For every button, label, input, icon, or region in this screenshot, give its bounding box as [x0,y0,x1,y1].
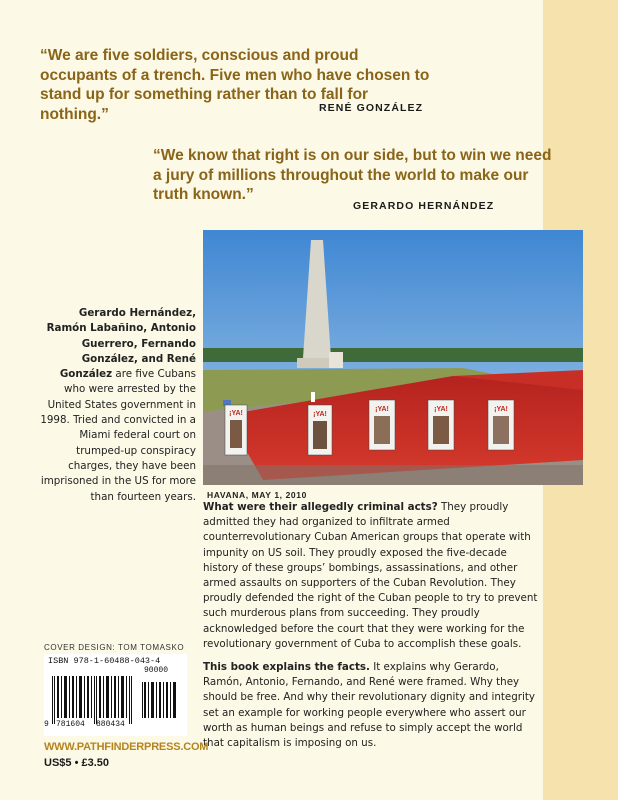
barcode-digits-right: 880434 [96,720,125,729]
svg-text:¡YA!: ¡YA! [313,411,327,418]
quote-gerardo: “We know that right is on our side, but to win we need a jury of millions throughout the world to make our truth known.” [153,147,552,203]
quote-rene: “We are five soldiers, conscious and proud occupants of a trench. Five men who have chosen to stand up for something rather than to fall for nothing.” [40,47,430,123]
svg-text:¡YA!: ¡YA! [494,406,508,413]
svg-text:¡YA!: ¡YA! [375,406,389,413]
body-paragraph-1-text: They proudly admitted they had organized to infiltrate armed counterrevolutionary Cuban American groups that operate with impunity on US soil. They proudly exposed the five-decade history of these groups’ bombings, assassinations, and other armed assaults on supporters of the Cuban Revolution. They proudly defended the right of the Cuban people to try to prevent such murderous plans from succeeding. They proudly acknowledged before the court that they were working for the revolutionary government of Cuba to accomplish these goals. [203,501,538,650]
isbn-number: ISBN 978-1-60488-043-4 [48,656,161,666]
bio-paragraph [40,306,196,505]
bio-text: are five Cubans who were arrested by the United States government in 1998. Tried and convicted in a Miami federal court on trumped-up conspiracy charges, they have been imprisoned in the US for more than fourteen years. [40,368,196,503]
placard-1 [225,405,247,455]
price: US$5 • £3.50 [44,757,110,769]
placard-4 [428,400,454,450]
barcode-digit-first: 9 [44,720,49,729]
cover-design-credit: COVER DESIGN: TOM TOMASKO [44,643,185,652]
quote-gerardo-author: GERARDO HERNÁNDEZ [353,200,495,212]
svg-text:¡YA!: ¡YA! [229,410,243,417]
barcode-digits-left: 781604 [56,720,85,729]
placard-5 [488,400,514,450]
body-paragraph-2-lead: This book explains the facts. [203,661,370,673]
quote-rene-author: RENÉ GONZÁLEZ [319,102,424,114]
barcode-bars [48,676,184,726]
barcode [44,654,187,736]
photo-caption: HAVANA, MAY 1, 2010 [207,490,307,500]
placard-3 [369,400,395,450]
body-paragraph-1-lead: What were their allegedly criminal acts? [203,501,438,513]
barcode-addon: 90000 [144,666,169,675]
bio-names: Gerardo Hernández, Ramón Labañino, Antonio Guerrero, Fernando González, and René González [46,307,196,381]
publisher-website[interactable]: WWW.PATHFINDERPRESS.COM [44,741,209,753]
body-paragraph-2 [203,660,538,751]
placard-2 [308,405,332,455]
body-paragraph-2-text: It explains why Gerardo, Ramón, Antonio, Fernando, and René were framed. Why they should be free. And why their revolutionary dignity and integrity set an example for working people everywhere who assert our worth as human beings and refuse to simply accept the world that capitalism is imposing on us. [203,661,535,750]
havana-march-photo [203,230,583,485]
svg-text:¡YA!: ¡YA! [434,406,448,413]
body-paragraph-1 [203,500,538,652]
